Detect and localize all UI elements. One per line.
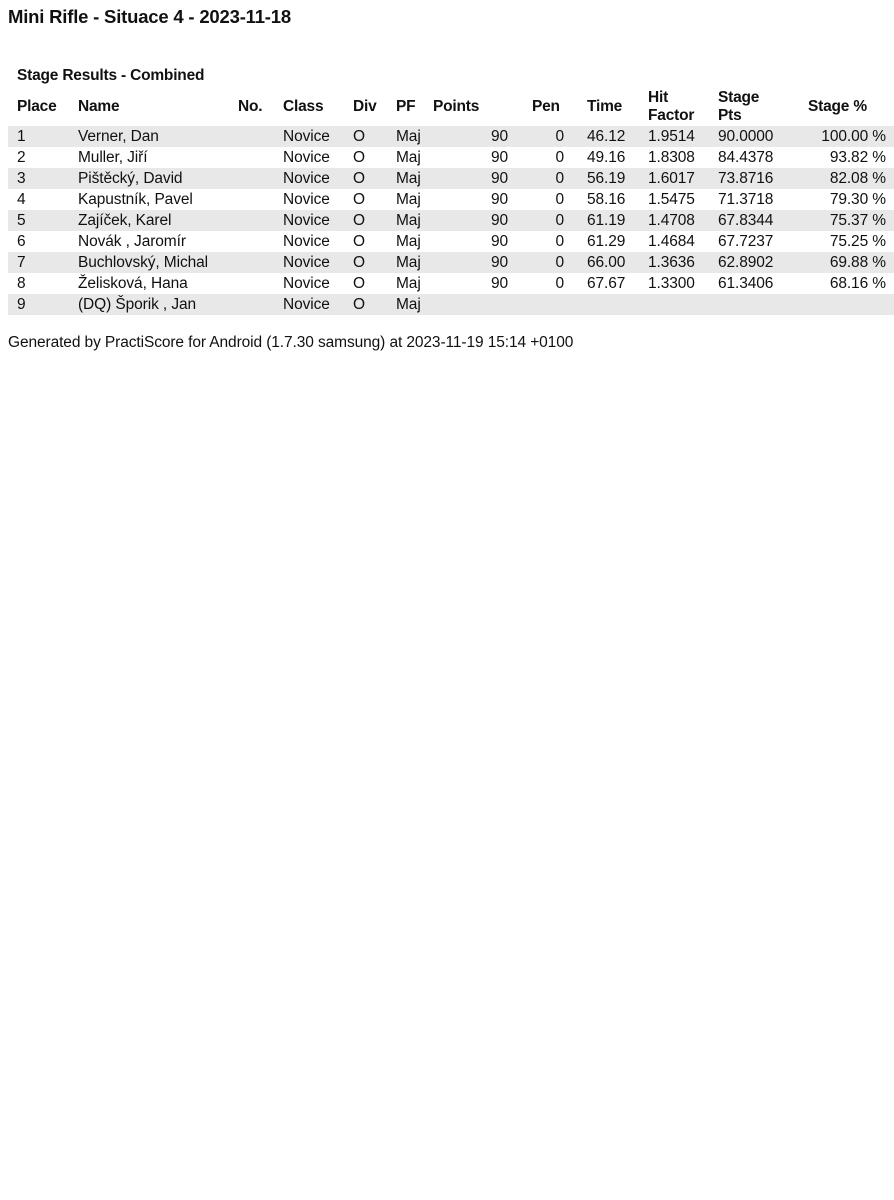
cell-pen: 0 xyxy=(555,191,564,208)
cell-place: 8 xyxy=(17,275,26,292)
cell-class: Novice xyxy=(283,210,353,231)
cell-pf: Maj xyxy=(396,210,433,231)
cell-place: 5 xyxy=(8,210,78,231)
cell-time: 56.19 xyxy=(587,168,648,189)
cell-class: Novice xyxy=(283,126,353,147)
table-row xyxy=(8,294,894,315)
cell-div: O xyxy=(353,294,396,315)
cell-time: 46.12 xyxy=(587,126,648,147)
cell-stage-pts: 62.8902 xyxy=(718,252,798,273)
cell-pf: Maj xyxy=(396,191,421,208)
cell-stage-pts: 61.3406 xyxy=(718,275,774,292)
cell-div: O xyxy=(353,191,365,208)
table-row xyxy=(8,189,894,210)
cell-div: O xyxy=(353,126,396,147)
cell-stage-pts xyxy=(718,294,798,315)
cell-points: 90 xyxy=(433,252,532,273)
cell-class: Novice xyxy=(283,294,353,315)
column-header-div: Div xyxy=(353,98,377,115)
cell-stage-pct: 93.82 % xyxy=(829,149,886,166)
cell-stage-pct: 79.30 % xyxy=(829,191,886,208)
column-header-name: Name xyxy=(78,98,120,115)
cell-class: Novice xyxy=(283,149,330,166)
column-header-points: Points xyxy=(433,98,480,115)
cell-name: (DQ) Šporik , Jan xyxy=(78,294,238,315)
cell-hit-factor xyxy=(648,294,718,315)
cell-pen: 0 xyxy=(532,168,587,189)
cell-pen: 0 xyxy=(532,210,587,231)
cell-no xyxy=(238,231,283,252)
cell-place: 9 xyxy=(8,294,78,315)
cell-div: O xyxy=(353,233,365,250)
cell-name: Verner, Dan xyxy=(78,126,238,147)
cell-stage-pct: 68.16 % xyxy=(829,275,886,292)
cell-stage-pts: 71.3718 xyxy=(718,191,774,208)
hit-factor-line2: Factor xyxy=(648,107,695,124)
header-row xyxy=(8,88,894,126)
cell-place: 4 xyxy=(17,191,26,208)
generated-by-footer: Generated by PractiScore for Android (1.7.30 samsung) at 2023-11-19 15:14 +0100 xyxy=(8,334,574,351)
cell-div: O xyxy=(353,149,365,166)
table-row xyxy=(8,168,894,189)
cell-pen: 0 xyxy=(532,252,587,273)
cell-hit-factor: 1.3636 xyxy=(648,252,718,273)
column-header-pf: PF xyxy=(396,98,416,115)
cell-class: Novice xyxy=(283,168,353,189)
cell-points: 90 xyxy=(490,233,508,250)
cell-no xyxy=(238,189,283,210)
cell-hit-factor: 1.5475 xyxy=(648,191,695,208)
cell-no xyxy=(238,126,283,147)
cell-pf: Maj xyxy=(396,252,433,273)
cell-stage-pct: 69.88 % xyxy=(798,252,894,273)
cell-points: 90 xyxy=(433,210,532,231)
cell-stage-pct: 75.37 % xyxy=(798,210,894,231)
cell-pen: 0 xyxy=(555,275,564,292)
cell-name: Želisková, Hana xyxy=(78,275,188,292)
table-row xyxy=(8,210,894,231)
cell-hit-factor: 1.4684 xyxy=(648,233,695,250)
cell-time: 49.16 xyxy=(587,149,626,166)
cell-no xyxy=(238,273,283,294)
stage-pts-line1: Stage xyxy=(718,89,760,106)
cell-place: 1 xyxy=(8,126,78,147)
section-title: Stage Results - Combined xyxy=(17,67,205,84)
column-header-no: No. xyxy=(238,98,263,115)
stage-pts-line2: Pts xyxy=(718,107,742,124)
cell-hit-factor: 1.3300 xyxy=(648,275,695,292)
cell-name: Novák , Jaromír xyxy=(78,233,186,250)
cell-no xyxy=(238,147,283,168)
cell-hit-factor: 1.8308 xyxy=(648,149,695,166)
cell-time: 61.19 xyxy=(587,210,648,231)
column-header-class: Class xyxy=(283,98,324,115)
cell-place: 3 xyxy=(8,168,78,189)
cell-div: O xyxy=(353,275,365,292)
cell-class: Novice xyxy=(283,191,330,208)
cell-points: 90 xyxy=(490,149,508,166)
column-header-hit-factor xyxy=(648,88,718,126)
cell-pf: Maj xyxy=(396,149,421,166)
cell-name: Buchlovský, Michal xyxy=(78,252,238,273)
results-table xyxy=(8,88,894,315)
table-row xyxy=(8,231,894,252)
cell-time xyxy=(587,294,648,315)
cell-div: O xyxy=(353,252,396,273)
cell-pen: 0 xyxy=(555,149,564,166)
cell-points: 90 xyxy=(490,275,508,292)
cell-place: 6 xyxy=(17,233,26,250)
cell-stage-pct: 82.08 % xyxy=(798,168,894,189)
cell-pf: Maj xyxy=(396,275,421,292)
cell-stage-pts: 84.4378 xyxy=(718,149,774,166)
cell-points: 90 xyxy=(433,168,532,189)
cell-points: 90 xyxy=(433,126,532,147)
cell-pen: 0 xyxy=(555,233,564,250)
cell-place: 7 xyxy=(8,252,78,273)
cell-stage-pts: 90.0000 xyxy=(718,126,798,147)
cell-pen xyxy=(532,294,587,315)
column-header-pen: Pen xyxy=(532,98,560,115)
cell-pf: Maj xyxy=(396,233,421,250)
cell-pf: Maj xyxy=(396,168,433,189)
hit-factor-line1: Hit xyxy=(648,89,669,106)
results-table-header xyxy=(8,88,894,126)
cell-pf: Maj xyxy=(396,294,433,315)
cell-points: 90 xyxy=(490,191,508,208)
cell-place: 2 xyxy=(17,149,26,166)
cell-time: 67.67 xyxy=(587,275,626,292)
cell-class: Novice xyxy=(283,275,330,292)
column-header-place: Place xyxy=(17,98,57,115)
table-row xyxy=(8,273,894,294)
cell-time: 61.29 xyxy=(587,233,626,250)
cell-points xyxy=(433,294,532,315)
cell-name: Kapustník, Pavel xyxy=(78,191,193,208)
cell-stage-pct xyxy=(798,294,894,315)
results-table-body xyxy=(8,126,894,315)
table-row xyxy=(8,126,894,147)
page-title: Mini Rifle - Situace 4 - 2023-11-18 xyxy=(8,6,291,27)
cell-name: Muller, Jiří xyxy=(78,149,148,166)
cell-name: Pištěcký, David xyxy=(78,168,238,189)
cell-no xyxy=(238,294,283,315)
table-row xyxy=(8,252,894,273)
cell-no xyxy=(238,210,283,231)
cell-name: Zajíček, Karel xyxy=(78,210,238,231)
cell-class: Novice xyxy=(283,252,353,273)
cell-stage-pts: 73.8716 xyxy=(718,168,798,189)
cell-hit-factor: 1.4708 xyxy=(648,210,718,231)
cell-no xyxy=(238,168,283,189)
cell-stage-pct: 75.25 % xyxy=(829,233,886,250)
column-header-stage-pts xyxy=(718,88,798,126)
cell-hit-factor: 1.6017 xyxy=(648,168,718,189)
cell-stage-pts: 67.8344 xyxy=(718,210,798,231)
cell-no xyxy=(238,252,283,273)
cell-pf: Maj xyxy=(396,126,433,147)
cell-time: 66.00 xyxy=(587,252,648,273)
table-row xyxy=(8,147,894,168)
cell-pen: 0 xyxy=(532,126,587,147)
cell-div: O xyxy=(353,168,396,189)
column-header-stage-pct: Stage % xyxy=(808,98,867,115)
cell-class: Novice xyxy=(283,233,330,250)
cell-stage-pts: 67.7237 xyxy=(718,233,774,250)
cell-hit-factor: 1.9514 xyxy=(648,126,718,147)
cell-stage-pct: 100.00 % xyxy=(798,126,894,147)
column-header-time: Time xyxy=(587,98,623,115)
cell-time: 58.16 xyxy=(587,191,626,208)
cell-div: O xyxy=(353,210,396,231)
